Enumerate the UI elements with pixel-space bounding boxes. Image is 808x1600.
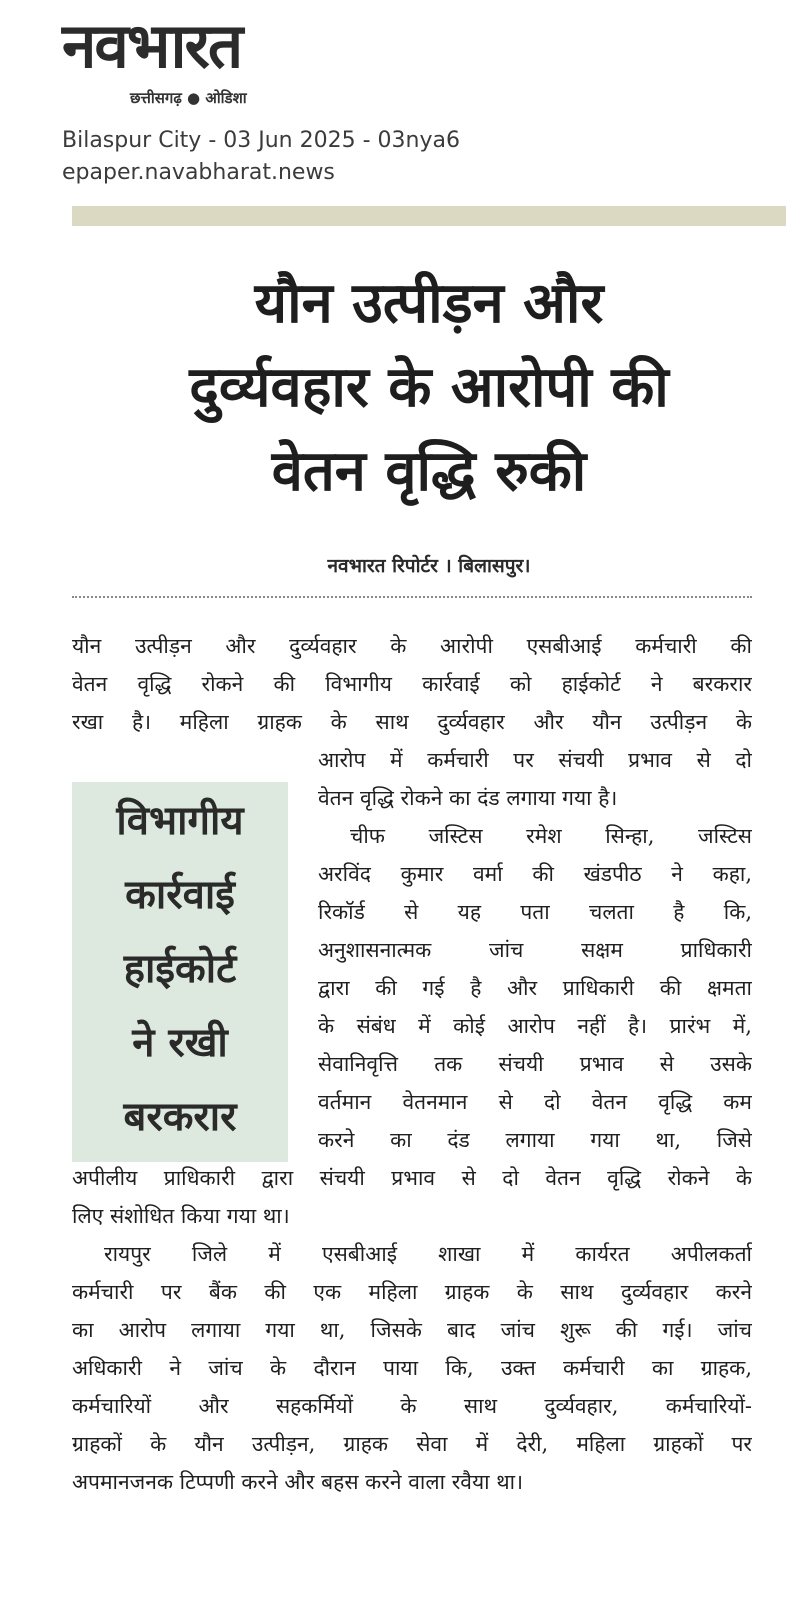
- pull-quote-line: ने रखी: [132, 1020, 228, 1066]
- body-line: वर्तमान वेतनमान से दो वेतन वृद्धि कम: [318, 1090, 752, 1114]
- body-line: यौन उत्पीड़न और दुर्व्यवहार के आरोपी एसबीआई कर्मचारी की: [72, 634, 752, 658]
- site-url: epaper.navabharat.news: [62, 160, 335, 185]
- headline-line: वेतन वृद्धि रुकी: [271, 439, 587, 504]
- pull-quote-line: विभागीय: [116, 798, 244, 844]
- masthead: [56, 6, 386, 110]
- pull-quote-line: हाईकोर्ट: [123, 946, 237, 992]
- dotted-divider: [72, 596, 752, 598]
- byline: नवभारत रिपोर्टर । बिलासपुर।: [327, 555, 531, 577]
- body-line: आरोप में कर्मचारी पर संचयी प्रभाव से दो: [318, 748, 752, 772]
- issue-info: Bilaspur City - 03 Jun 2025 - 03nya6: [62, 128, 460, 153]
- headline: [72, 262, 786, 514]
- body-line: कर्मचारी पर बैंक की एक महिला ग्राहक के साथ दुर्व्यवहार करने: [72, 1280, 752, 1304]
- headline-line: दुर्व्यवहार के आरोपी की: [189, 355, 669, 420]
- body-line: अधिकारी ने जांच के दौरान पाया कि, उक्त कर्मचारी का ग्राहक,: [72, 1356, 752, 1380]
- body-line: रखा है। महिला ग्राहक के साथ दुर्व्यवहार और यौन उत्पीड़न के: [72, 710, 752, 734]
- body-line: द्वारा की गई है और प्राधिकारी की क्षमता: [318, 976, 752, 1000]
- edition-label: छत्तीसगढ़ ● ओडिशा: [130, 89, 247, 107]
- headline-line: यौन उत्पीड़न और: [254, 271, 604, 336]
- body-line: चीफ जस्टिस रमेश सिन्हा, जस्टिस: [350, 824, 752, 848]
- body-line: अपमानजनक टिप्पणी करने और बहस करने वाला रवैया था।: [72, 1470, 524, 1494]
- body-line: लिए संशोधित किया गया था।: [72, 1204, 290, 1228]
- body-line: रिकॉर्ड से यह पता चलता है कि,: [318, 900, 752, 924]
- body-line: का आरोप लगाया गया था, जिसके बाद जांच शुरू की गई। जांच: [72, 1318, 752, 1342]
- body-line: ग्राहकों के यौन उत्पीड़न, ग्राहक सेवा में देरी, महिला ग्राहकों पर: [72, 1432, 752, 1456]
- body-line: सेवानिवृत्ति तक संचयी प्रभाव से उसके: [318, 1052, 752, 1076]
- pull-quote-line: कार्रवाई: [125, 872, 235, 918]
- body-line: अरविंद कुमार वर्मा की खंडपीठ ने कहा,: [318, 862, 752, 886]
- body-line: वेतन वृद्धि रोकने की विभागीय कार्रवाई को हाईकोर्ट ने बरकरार: [72, 672, 752, 696]
- body-line: के संबंध में कोई आरोप नहीं है। प्रारंभ में,: [318, 1014, 752, 1038]
- pull-quote-line: बरकरार: [123, 1094, 237, 1140]
- body-line: कर्मचारियों और सहकर्मियों के साथ दुर्व्यवहार, कर्मचारियों-: [72, 1394, 752, 1418]
- body-line: रायपुर जिले में एसबीआई शाखा में कार्यरत अपीलकर्ता: [104, 1242, 752, 1266]
- body-line: करने का दंड लगाया गया था, जिसे: [318, 1128, 752, 1152]
- pull-quote-box: [72, 782, 288, 1162]
- body-line: वेतन वृद्धि रोकने का दंड लगाया गया है।: [318, 786, 618, 810]
- body-line: अनुशासनात्मक जांच सक्षम प्राधिकारी: [318, 938, 752, 962]
- header-divider-bar: [72, 206, 786, 226]
- body-line: अपीलीय प्राधिकारी द्वारा संचयी प्रभाव से दो वेतन वृद्धि रोकने के: [72, 1166, 752, 1190]
- newspaper-logo: नवभारत: [62, 9, 242, 82]
